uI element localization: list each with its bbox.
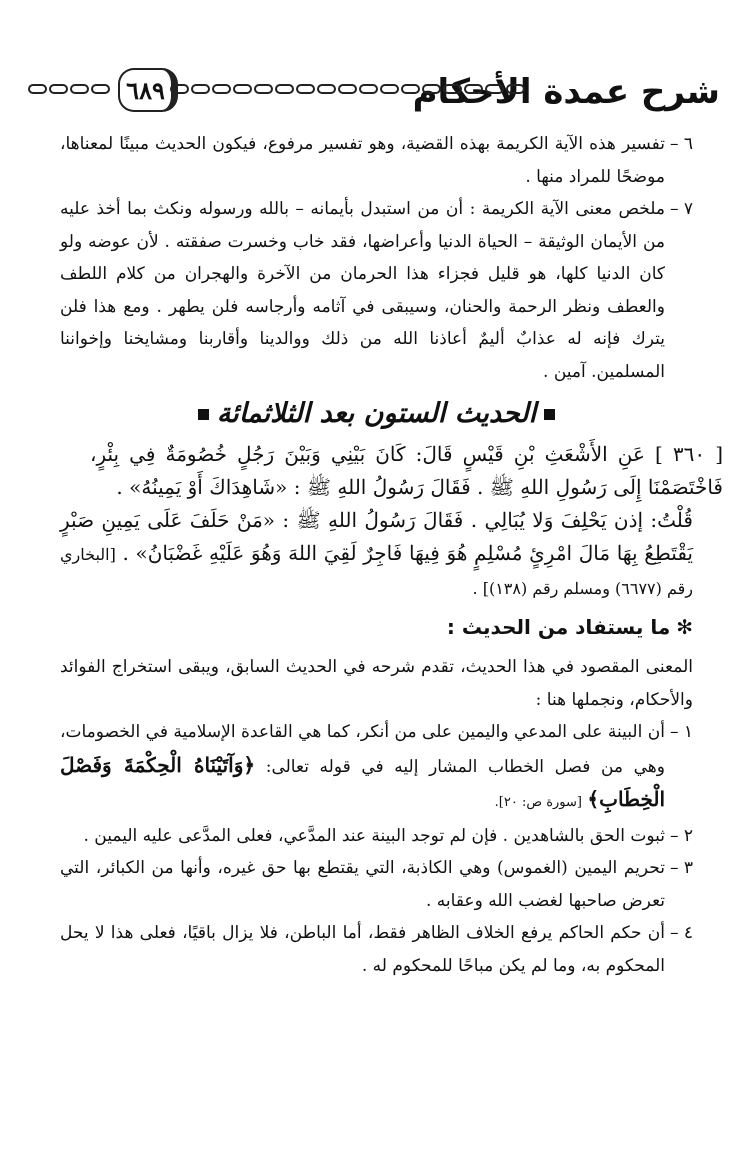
book-title: شرح عمدة الأحكام (412, 72, 720, 112)
item-number: ٣ – (669, 858, 693, 878)
intro-paragraph: المعنى المقصود في هذا الحديث، تقدم شرحه في الحديث السابق، ويبقى استخراج الفوائد والأحكام، ونجملها هنا : (60, 657, 693, 710)
list-item (60, 128, 693, 193)
item-text: أن حكم الحاكم يرفع الخلاف الظاهر فقط، أما الباطن، فلا يزال باقيًا، فعلى هذا لا يحل المحكوم به، وما لم يكن مباحًا للمحكوم له . (60, 923, 665, 976)
item-text: ملخص معنى الآية الكريمة : أن من استبدل بأيمانه – بالله ورسوله ونكث بما أخذ عليه من الأيمان الوثيقة – الحياة الدنيا وأعراضها، فقد خاب وخسرت صفقته . لأن عوضه ولو كان الدنيا كلها، هو قليل فجزاء هذا الحرمان من الآخرة والهجران من كلام اللطف والعطف ونظر الرحمة والحنان، وسيبقى في آثامه وأرجاسه فلن يطهر . ومع هذا فلن يترك فإنه له عذابٌ أليمٌ أعاذنا الله من ذلك ووالدينا وأقاربنا ومشايخنا وإخواننا المسلمين. آمين . (60, 199, 665, 382)
list-item (60, 917, 693, 982)
section-heading: الحديث الستون بعد الثلاثمائة (60, 394, 693, 434)
list-item (60, 716, 693, 820)
asterisk-icon: ✻ (676, 615, 693, 639)
square-bullet-icon (198, 409, 209, 420)
item-text: تفسير هذه الآية الكريمة بهذه القضية، وهو تفسير مرفوع، فيكون الحديث مبينًا لمعناها، موضحًا للمراد منها . (60, 134, 665, 187)
quran-verse: ﴿وَآتَيْنَاهُ الْحِكْمَةَ وَفَصْلَ الْخِطَابِ﴾ (60, 752, 665, 811)
hadith-text: [ ٣٦٠ ] عَنِ الأَشْعَثِ بْنِ قَيْسٍ قَالَ: كَانَ بَيْنِي وَبَيْنَ رَجُلٍ خُصُومَةٌ فِي بِئْرٍ، فَاخْتَصَمْنَا إِلَى رَسُولِ اللهِ ﷺ . فَقَالَ رَسُولُ اللهِ ﷺ : «شَاهِدَاكَ أَوْ يَمِينُهُ» . (90, 442, 723, 499)
hadith-text-continued (60, 504, 693, 605)
page-number: ٦٨٩ (118, 68, 178, 112)
list-item (60, 193, 693, 388)
item-number: ٢ – (669, 825, 693, 846)
item-number: ١ – (669, 722, 693, 742)
item-number: ٤ – (669, 923, 693, 943)
page-content (60, 128, 723, 982)
item-text: ثبوت الحق بالشاهدين . فإن لم توجد البينة عند المدَّعي، فعلى المدَّعى عليه اليمين . (83, 825, 665, 846)
hadith-quote: قُلْتُ: إذن يَحْلِفَ وَلا يُبَالِي . فَقَالَ رَسُولُ اللهِ ﷺ : «مَنْ حَلَفَ عَلَى يَمِينِ صَبْرٍ يَقْتَطِعُ بِهَا مَالَ امْرِئٍ مُسْلِمٍ هُوَ فِيهَا فَاجِرٌ لَقِيَ اللهَ وَهُوَ عَلَيْهِ غَضْبَانُ» . (60, 508, 693, 565)
sub-heading: ✻ما يستفاد من الحديث : (446, 615, 693, 639)
item-text: تحريم اليمين (الغموس) وهي الكاذبة، التي يقتطع بها حق غيره، وأنها من الكبائر، التي تعرض صاحبها لغضب الله وعقابه . (60, 858, 665, 911)
header-ornament (170, 84, 530, 98)
verse-reference: [سورة ص: ٢٠]. (494, 795, 582, 810)
square-bullet-icon (544, 409, 555, 420)
list-item (60, 820, 693, 853)
item-number: ٦ – (669, 134, 693, 154)
item-text: أن البينة على المدعي واليمين على من أنكر، كما هي القاعدة الإسلامية في الخصومات، وهي من فصل الخطاب المشار إليه في قوله تعالى: (60, 722, 665, 777)
list-item (60, 852, 693, 917)
header-ornament-left (28, 84, 118, 98)
page-header (20, 70, 720, 130)
hadith-reference: [البخاري رقم (٦٦٧٧) ومسلم رقم (١٣٨)] . (60, 545, 693, 598)
item-number: ٧ – (669, 199, 693, 219)
